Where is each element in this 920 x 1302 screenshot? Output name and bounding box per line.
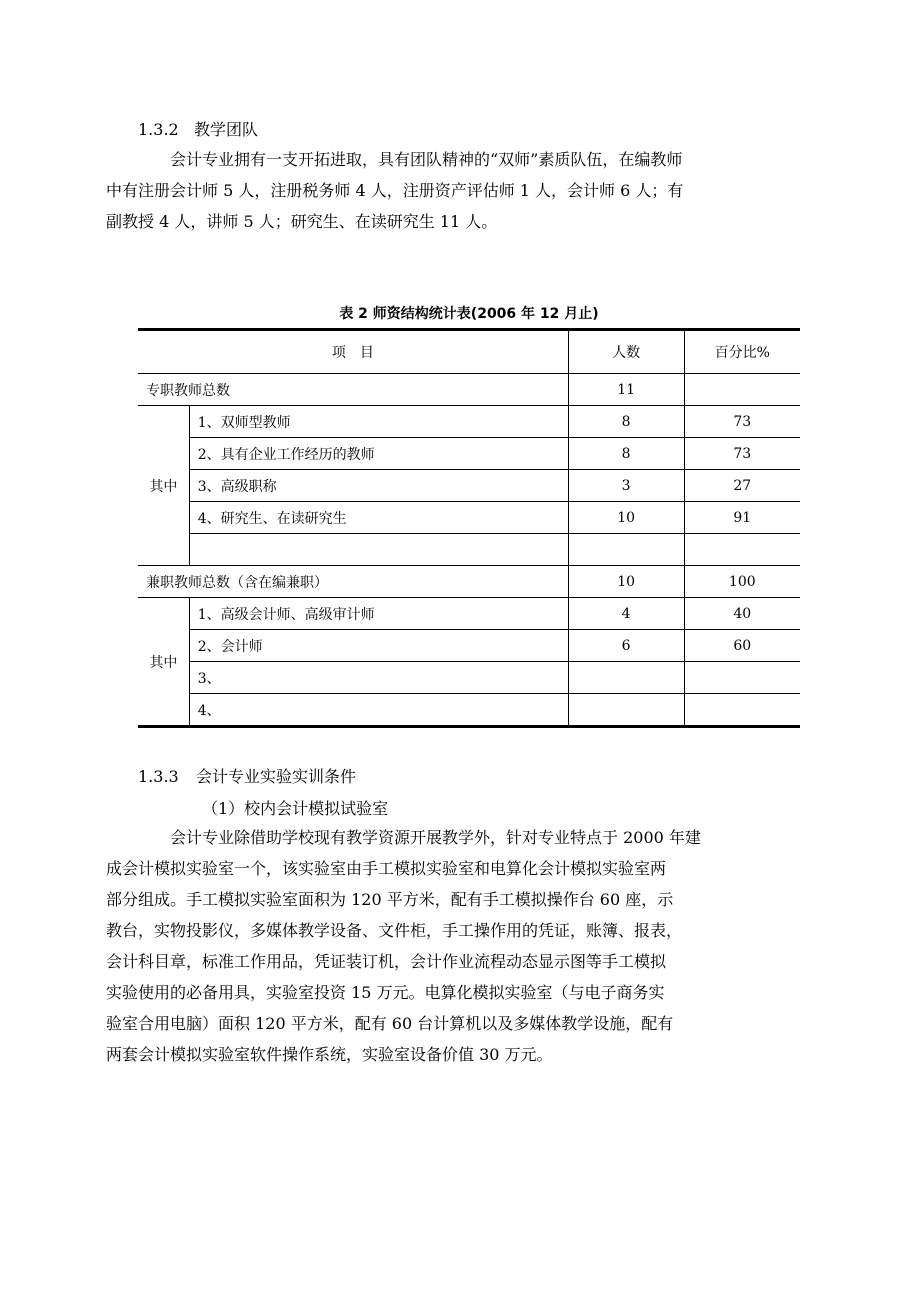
row-percent: 73 — [684, 406, 800, 438]
table-row — [138, 374, 800, 406]
table-row — [138, 694, 800, 727]
table-row — [138, 566, 800, 598]
parttime-total-label: 兼职教师总数（含在编兼职） — [138, 566, 568, 598]
row-count: 3 — [568, 470, 684, 502]
fulltime-total-label: 专职教师总数 — [138, 374, 568, 406]
row-percent: 60 — [684, 630, 800, 662]
table-row — [138, 502, 800, 534]
paragraph-line: 会计专业除借助学校现有教学资源开展教学外，针对专业特点于 2000 年建 — [170, 828, 701, 847]
subsection-heading: （1）校内会计模拟试验室 — [202, 799, 389, 818]
paragraph-line: 验室合用电脑）面积 120 平方米，配有 60 台计算机以及多媒体教学设施，配有 — [106, 1014, 674, 1033]
fulltime-total-count: 11 — [568, 374, 684, 406]
row-count: 10 — [568, 502, 684, 534]
table-row — [138, 438, 800, 470]
row-percent: 73 — [684, 438, 800, 470]
table-row — [138, 470, 800, 502]
table-row — [138, 630, 800, 662]
paragraph-line: 两套会计模拟实验室软件操作系统，实验室设备价值 30 万元。 — [106, 1045, 553, 1064]
row-count — [568, 662, 684, 694]
parttime-total-percent: 100 — [684, 566, 800, 598]
row-label: 3、高级职称 — [189, 470, 568, 502]
paragraph-lab-conditions — [106, 822, 782, 1070]
section-title: 会计专业实验实训条件 — [196, 767, 357, 786]
section-heading-1-3-3 — [138, 766, 356, 788]
paragraph-line: 会计专业拥有一支开拓进取，具有团队精神的“双师”素质队伍，在编教师 — [170, 150, 683, 169]
row-percent: 91 — [684, 502, 800, 534]
fulltime-group-label: 其中 — [138, 406, 189, 566]
table-row — [138, 598, 800, 630]
row-label: 4、 — [189, 694, 568, 727]
table-caption: 表 2 师资结构统计表(2006 年 12 月止) — [339, 306, 599, 322]
paragraph-line: 中有注册会计师 5 人，注册税务师 4 人，注册资产评估师 1 人，会计师 6 人；有 — [106, 181, 684, 200]
fulltime-total-percent — [684, 374, 800, 406]
row-count: 8 — [568, 438, 684, 470]
row-label: 2、会计师 — [189, 630, 568, 662]
paragraph-line: 实验使用的必备用具，实验室投资 15 万元。电算化模拟实验室（与电子商务实 — [106, 983, 665, 1002]
paragraph-line: 副教授 4 人，讲师 5 人；研究生、在读研究生 11 人。 — [106, 212, 498, 231]
table-row — [138, 406, 800, 438]
header-item: 项 目 — [138, 330, 568, 374]
row-label: 1、高级会计师、高级审计师 — [189, 598, 568, 630]
row-label: 3、 — [189, 662, 568, 694]
table-row — [138, 662, 800, 694]
row-percent — [684, 662, 800, 694]
row-count: 4 — [568, 598, 684, 630]
staff-structure-table — [138, 328, 800, 728]
row-percent — [684, 694, 800, 727]
table-header-row — [138, 330, 800, 374]
table-row — [138, 534, 800, 566]
section-heading-1-3-2 — [138, 119, 258, 141]
header-percent: 百分比% — [684, 330, 800, 374]
row-percent: 27 — [684, 470, 800, 502]
section-title: 教学团队 — [194, 120, 259, 139]
row-percent — [684, 534, 800, 566]
row-label — [189, 534, 568, 566]
row-count: 6 — [568, 630, 684, 662]
section-number: 1.3.2 — [138, 120, 179, 139]
row-count: 8 — [568, 406, 684, 438]
row-label: 1、双师型教师 — [189, 406, 568, 438]
paragraph-line: 教台，实物投影仪，多媒体教学设备、文件柜，手工操作用的凭证，账簿、报表， — [106, 921, 683, 940]
row-count — [568, 694, 684, 727]
parttime-total-count: 10 — [568, 566, 684, 598]
section-number: 1.3.3 — [138, 767, 179, 786]
row-label: 4、研究生、在读研究生 — [189, 502, 568, 534]
row-label: 2、具有企业工作经历的教师 — [189, 438, 568, 470]
header-count: 人数 — [568, 330, 684, 374]
paragraph-teaching-team — [106, 144, 782, 237]
parttime-group-label: 其中 — [138, 598, 189, 727]
row-percent: 40 — [684, 598, 800, 630]
paragraph-line: 成会计模拟实验室一个，该实验室由手工模拟实验室和电算化会计模拟实验室两 — [106, 859, 667, 878]
paragraph-line: 部分组成。手工模拟实验室面积为 120 平方米，配有手工模拟操作台 60 座，示 — [106, 890, 674, 909]
row-count — [568, 534, 684, 566]
paragraph-line: 会计科目章，标准工作用品，凭证装订机，会计作业流程动态显示图等手工模拟 — [106, 952, 667, 971]
